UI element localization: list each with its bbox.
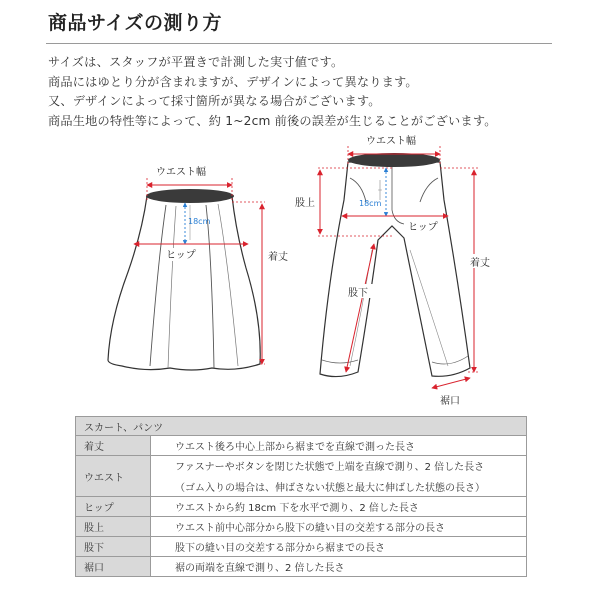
pants-inseam-label: 股下 <box>348 288 368 299</box>
table-row <box>76 537 527 557</box>
pants-waist-label: ウエスト幅 <box>366 136 416 147</box>
table-row <box>76 517 527 537</box>
pants-rise-label: 股上 <box>295 198 315 209</box>
pants-hip-label: ヒップ <box>408 222 438 233</box>
pants-length-label: 着丈 <box>470 258 490 269</box>
skirt-waist-label: ウエスト幅 <box>156 167 206 178</box>
page-title: 商品サイズの測り方 <box>48 12 222 34</box>
intro-line: 商品にはゆとり分が含まれますが、デザインによって異なります。 <box>48 74 418 89</box>
skirt-length-label: 着丈 <box>268 252 288 263</box>
intro-line: 商品生地の特性等によって、約 1~2cm 前後の誤差が生じることがございます。 <box>48 113 497 128</box>
row-key: 裾口 <box>76 557 151 577</box>
table-row <box>76 557 527 577</box>
row-value: ウエスト後ろ中心上部から裾までを直線で測った長さ <box>151 436 527 456</box>
row-value-line: ファスナーやボタンを閉じた状態で上端を直線で測り、2 倍した長さ <box>175 462 485 473</box>
skirt-hip-label: ヒップ <box>166 250 196 261</box>
table-header: スカート、パンツ <box>76 417 527 436</box>
skirt-hip-depth-label: 18cm <box>188 217 211 226</box>
table-row <box>76 497 527 517</box>
measurement-diagram <box>0 136 600 412</box>
skirt-illustration <box>108 165 294 370</box>
row-value: 裾の両端を直線で測り、2 倍した長さ <box>151 557 527 577</box>
row-value: ウエストから約 18cm 下を水平で測り、2 倍した長さ <box>151 497 527 517</box>
size-spec-table <box>75 416 527 577</box>
row-key: 着丈 <box>76 436 151 456</box>
intro-line: サイズは、スタッフが平置きで計測した実寸値です。 <box>48 55 344 69</box>
intro-line: 又、デザインによって採寸箇所が異なる場合がございます。 <box>48 94 381 108</box>
row-value: 股下の縫い目の交差する部分から裾までの長さ <box>151 537 527 557</box>
pants-hem-label: 裾口 <box>440 396 460 407</box>
row-key: ヒップ <box>76 497 151 517</box>
row-key: 股下 <box>76 537 151 557</box>
intro-text <box>48 53 578 131</box>
row-value <box>151 456 527 497</box>
table-row <box>76 456 527 497</box>
pants-hip-depth-label: 18cm <box>359 199 382 208</box>
title-divider <box>46 43 552 44</box>
table-header-row <box>76 417 527 436</box>
row-key: 股上 <box>76 517 151 537</box>
table-row <box>76 436 527 456</box>
row-key: ウエスト <box>76 456 151 497</box>
pants-illustration <box>293 134 496 407</box>
row-value-note: （ゴム入りの場合は、伸ばさない状態と最大に伸ばした状態の長さ） <box>175 483 485 494</box>
row-value: ウエスト前中心部分から股下の縫い目の交差する部分の長さ <box>151 517 527 537</box>
